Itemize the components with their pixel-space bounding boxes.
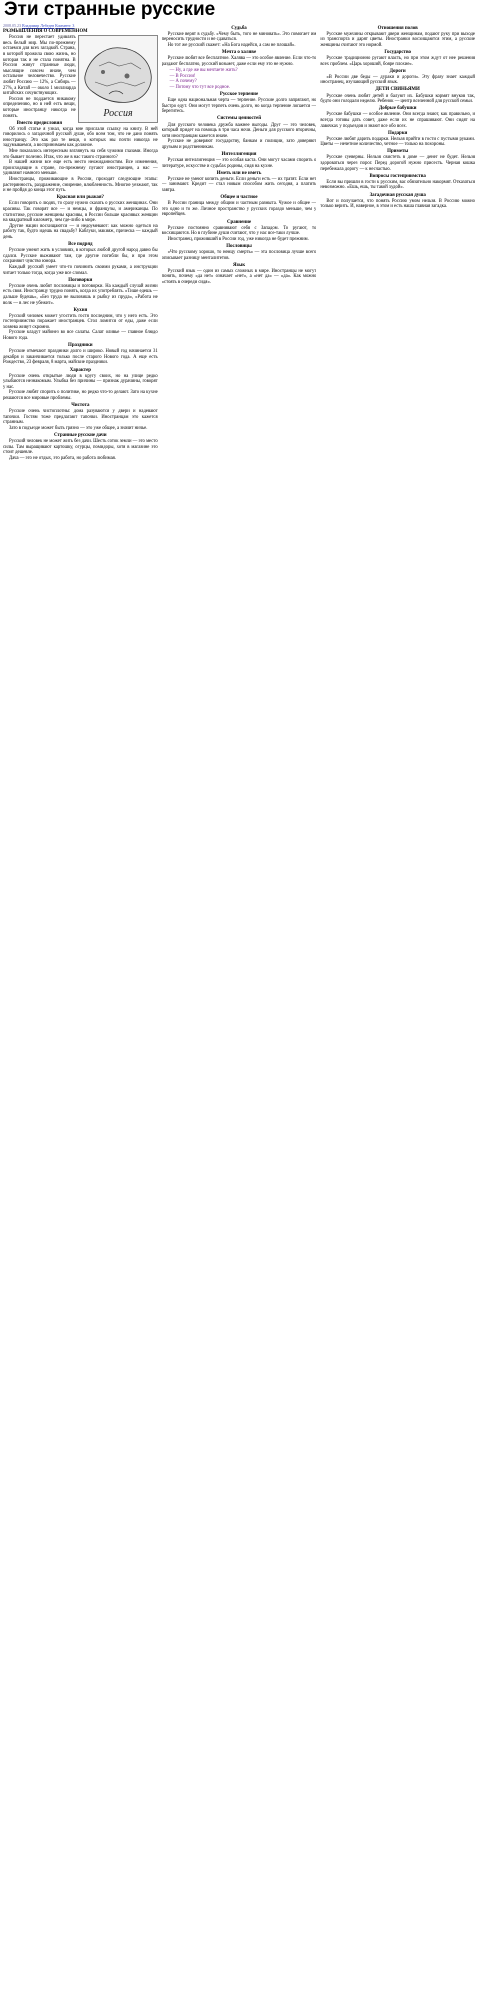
dialogue-quote <box>170 68 317 90</box>
section-heading: Сравнение <box>226 219 252 225</box>
paragraph: Русские умеют жить в условиях, в которых любой другой народ давно бы сдался. Русские выживают там, где другие погибли бы, и при этом сохраняют чувство юмора. <box>3 248 158 265</box>
column-3 <box>320 24 475 1998</box>
article-body <box>3 24 475 1998</box>
paragraph: Русские не умеют копить деньги. Если деньги есть — их тратят. Если нет — занимают. Кредит — стал новым способом жить сегодня, а платить завтра. <box>161 176 317 194</box>
paragraph: Русские верят в судьбу. «Чему быть, того не миновать». Это помогает им переносить трудности и не сдаваться. <box>161 31 317 43</box>
section-heading: Общее и частное <box>220 195 258 201</box>
article-tagline: РАЗМЫШЛЕНИЯ О СОВРЕМЕННОМ <box>3 28 88 34</box>
section-heading: Загадочная русская душа <box>369 192 426 198</box>
article-section <box>162 26 317 49</box>
paragraph: Русские очень любят детей и балуют их. Бабушки кормят внуков так, будто они голодали неделю. Ребенок — центр вселенной для русской семьи. <box>320 93 475 105</box>
comments-link[interactable]: Коммент: 3 <box>55 24 75 28</box>
article-section <box>320 174 475 191</box>
paragraph: Русские очень чистоплотны: дома разуваются у двери и надевают тапочки. Гостям тоже предлагают тапочки. Иностранцам это кажется странным. <box>3 409 158 426</box>
article-section <box>162 220 317 243</box>
article-section <box>320 69 475 86</box>
section-heading: Праздники <box>68 343 93 349</box>
quote-line: — В России! <box>169 73 196 79</box>
text-flow-2 <box>162 26 317 286</box>
article-section <box>162 263 317 286</box>
section-heading: Язык <box>232 262 246 268</box>
column-1 <box>3 24 158 1998</box>
article-section <box>162 92 317 115</box>
section-heading: Государство <box>384 49 411 55</box>
russia-map-illustration <box>78 35 158 123</box>
paragraph: Русский человек может угостить гостя последним, что у него есть. Это гостеприимство поражает иностранцев. Стол ломится от еды, даже если хозяева живут скромно. <box>3 313 158 330</box>
paragraph: Русские кладут майонез во все салаты. Салат оливье — главное блюдо Нового года. <box>3 330 158 342</box>
paragraph: Русские мужчины открывают двери женщинам, подают руку при выходе из транспорта и дарят цветы. Иностранки восхищаются этим, а русские женщины считают это нормой. <box>320 31 475 48</box>
paragraph: Об этой статье я узнал, когда мне прислали ссылку на книгу. В ней говорилось о загадочной русской душе, обо всем том, что не дано понять иностранцу. Это как раз те вещи, о которых мы почти никогда не задумываемся, а воспринимаем как должное. <box>3 126 158 149</box>
section-heading: Судьба <box>231 25 247 31</box>
paragraph: Русские бабушки — особое явление. Они всегда знают, как правильно, и всегда готовы дать совет, даже если их не спрашивают. Они сидят на лавочках у подъездов и знают все обо всех. <box>320 112 475 129</box>
paragraph: Русский человек не может жить без дачи. Шесть соток земли — это место силы. Там выращивают картошку, огурцы, помидоры, хотя в магазине это стоит дешевле. <box>3 439 158 456</box>
paragraph: Русские любят дарить подарки. Нельзя прийти в гости с пустыми руками. Цветы — нечетное количество, четное — только на похороны. <box>320 136 475 148</box>
article-section <box>162 116 317 150</box>
section-heading: Пословицы <box>226 243 252 249</box>
article-section <box>3 242 158 276</box>
article-section <box>320 50 475 67</box>
article-section <box>3 278 158 306</box>
paragraph: «В России две беды — дураки и дороги». Эту фразу знает каждый иностранец, изучающий русский язык. <box>320 74 475 86</box>
article-section <box>3 195 158 240</box>
section-heading: Подарки <box>387 130 408 136</box>
paragraph: Мне показалось интересным взглянуть на себя чужими глазами. Иногда это бывает полезно. Итак, что же в нас такого странного? <box>3 149 158 160</box>
section-heading: ДЕТИ СВИНЬЯМИ <box>375 87 420 93</box>
article-section <box>162 50 317 67</box>
article-section <box>3 433 158 461</box>
section-heading: Кухня <box>73 307 88 313</box>
section-heading: Странные русские дачи <box>54 433 107 439</box>
section-heading: Иметь или не иметь <box>216 170 262 176</box>
section-heading: Добрые бабушки <box>378 106 417 112</box>
paragraph: «Что русскому хорошо, то немцу смерть» — эта пословица лучше всего описывает разницу менталитетов. <box>161 249 317 261</box>
paragraph: Другие нации восхищаются — и недоумевают: как можно одеться на работу так, будто идешь на свадьбу? Каблуки, макияж, прическа — каждый день. <box>3 223 158 240</box>
article-section <box>320 26 475 49</box>
illustration-caption: Россия <box>103 108 133 120</box>
article-section <box>320 193 475 210</box>
section-heading: Дороги <box>389 68 406 74</box>
paragraph: Русские отмечают праздники долго и широко. Новый год начинается 31 декабря и заканчивается только после старого Нового года. А еще есть Рождество, 23 февраля, 8 марта, майские праздники. <box>3 349 158 366</box>
paragraph: Русские суеверны. Нельзя свистеть в доме — денег не будет. Нельзя здороваться через порог. Перед дорогой нужно присесть. Черная кошка перебежала дорогу — к несчастью. <box>320 155 475 172</box>
paragraph: Русские постоянно сравнивают себя с Западом. То ругают, то восхищаются. Но в глубине души считают, что у нас все-таки лучше. <box>161 225 317 237</box>
paragraph: Русские не доверяют государству, банкам и полиции, зато доверяют друзьям и родственникам. <box>161 139 317 150</box>
section-heading: Отношения полов <box>377 25 418 31</box>
article-section <box>162 171 317 194</box>
section-heading: Все подряд <box>68 242 93 248</box>
section-heading: Мечта о халяве <box>221 49 257 55</box>
section-heading: Приметы <box>387 149 409 155</box>
paragraph: В нашей жизни все еще есть место неожиданностям. Все изменения, происходящие в стране, по-прежнему пугают иностранцев, а нас — удивляют намного меньше. <box>3 160 158 177</box>
article-section <box>3 308 158 342</box>
section-heading: Русское терпение <box>219 92 259 98</box>
quote-line: — А почему? <box>169 79 197 85</box>
author-link[interactable]: Владимир Лебедев <box>22 24 55 28</box>
paragraph: Еще одна национальная черта — терпение. Русские долго запрягают, но быстро едут. Они могут терпеть очень долго, но когда терпение лопается — берегитесь. <box>161 98 317 115</box>
column-2 <box>162 24 317 1998</box>
section-heading: Вместо предисловия <box>16 120 62 126</box>
section-heading: Вопросы гостеприимства <box>369 173 426 179</box>
paragraph: Но тот же русский скажет: «На Бога надейся, а сам не плошай». <box>167 42 296 48</box>
section-heading: Интеллигенция <box>221 151 257 157</box>
section-heading: Чистота <box>71 403 90 409</box>
article-date: 2008.05.23 <box>3 24 21 28</box>
paragraph: Россия не перестает удивлять весь белый мир. Мы по-прежнему остаемся для всех загадкой. Страна, в которой прожила свою жизнь, но которая так и не стала понятна. В России живут странные люди, мыслящие совсем иначе, чем остальное человечество. Русские любят Россию — 12%, а Сибирь — 27%, а Китай — около 1 миллиарда китайских сочувствующих. <box>3 35 76 97</box>
text-flow-3 <box>320 26 475 210</box>
section-heading: Красная или рыжая? <box>56 195 104 201</box>
article-section <box>320 87 475 104</box>
section-heading: Характер <box>69 367 91 373</box>
paragraph: Русские любят спорить о политике, но редко что-то делают. Зато на кухне решаются все мировые проблемы. <box>3 390 158 401</box>
quote-line: — Ну, а где же вы мечтаете жить? <box>169 68 238 74</box>
page-title: Эти странные русские <box>4 0 216 20</box>
paragraph: Для русского человека дружба важнее выгоды. Друг — это человек, который придет на помощь в три часа ночи. Деньги для русского вторичны, хотя иностранцам кажется иначе. <box>161 122 317 139</box>
paragraph: Каждый русский умеет что-то починить своими руками, а инструкции читает только тогда, когда уже все сломал. <box>3 264 158 276</box>
paragraph: Зато в подъезде может быть грязно — это уже общее, а значит ничье. <box>9 425 148 431</box>
paragraph: Если вы пришли в гости к русским, вас обязательно накормят. Отказаться невозможно. «Ешь, ешь, ты такой худой». <box>320 179 475 191</box>
section-heading: Системы ценностей <box>216 116 262 122</box>
paragraph: Иностранец, проживший в России год, уже никогда не будет прежним. <box>167 236 309 242</box>
paragraph: В России граница между общим и частным размыта. Чужое и общее — это одно и то же. Личное пространство у русских гораздо меньше, чем у европейцев. <box>161 201 317 218</box>
quote-line: — Потому что тут все родное. <box>169 84 231 90</box>
paragraph: Русские традиционно ругают власть, но при этом ждут от нее решения всех проблем. «Царь хороший, бояре плохие». <box>320 55 475 67</box>
article-section <box>3 121 158 194</box>
article-section <box>162 152 317 169</box>
paragraph: Если говорить о людях, то сразу нужно сказать о русских женщинах. Они красивы. Так говорят все — и немцы, и французы, и американцы. По статистике, русские женщины красивы, в России больше красивых женщин на квадратный километр, чем где-либо в мире. <box>3 201 158 224</box>
paragraph: Иностранцы, проживающие в России, проходят следующие этапы: растерянность, раздражение, смирение, влюбленность. Многие уезжают, так и не пройдя до конца этот путь. <box>3 177 158 194</box>
article-section <box>162 195 317 218</box>
article-section <box>3 368 158 402</box>
paragraph: Русский язык — один из самых сложных в мире. Иностранцы не могут понять, почему «да нет» означает «нет», а «нет да» — «да». Как можно «стоять в очереди сидя». <box>161 268 317 285</box>
paragraph: Дача — это не отдых, это работа, но работа любимая. <box>9 455 117 461</box>
article-section <box>162 244 317 261</box>
article-section <box>3 403 158 431</box>
article-section <box>3 343 158 366</box>
paragraph: Русские очень любят пословицы и поговорки. На каждый случай жизни есть своя. Иностранцу трудно понять, когда их употреблять. «Тише едешь — дальше будешь», «Без труда не выловишь и рыбку из пруда», «Работа не волк — в лес не убежит». <box>3 283 158 306</box>
article-section <box>320 106 475 129</box>
paragraph: Русские очень открытые люди в кругу своих, но на улице редко улыбаются незнакомым. Улыбка без причины — признак дурачины, говорят у нас. <box>3 373 158 390</box>
article-section <box>320 131 475 148</box>
paragraph: Русские любят все бесплатное. Халява — это особое явление. Если что-то раздают бесплатно, русский возьмет, даже если ему это не нужно. <box>161 55 317 67</box>
paragraph: Вот и получается, что понять Россию умом нельзя. В Россию можно только верить. И, наверное, в этом и есть наша главная загадка. <box>320 198 475 210</box>
article-section <box>320 149 475 172</box>
paragraph: Россия не поддается никакому определению, но в ней есть вещи, которые иностранцу никогда не понять. <box>3 96 76 119</box>
section-heading: Поговорки <box>68 277 93 283</box>
paragraph: Русская интеллигенция — это особая каста. Они могут часами спорить о литературе, искусстве и судьбах родины, сидя на кухне. <box>161 158 317 169</box>
